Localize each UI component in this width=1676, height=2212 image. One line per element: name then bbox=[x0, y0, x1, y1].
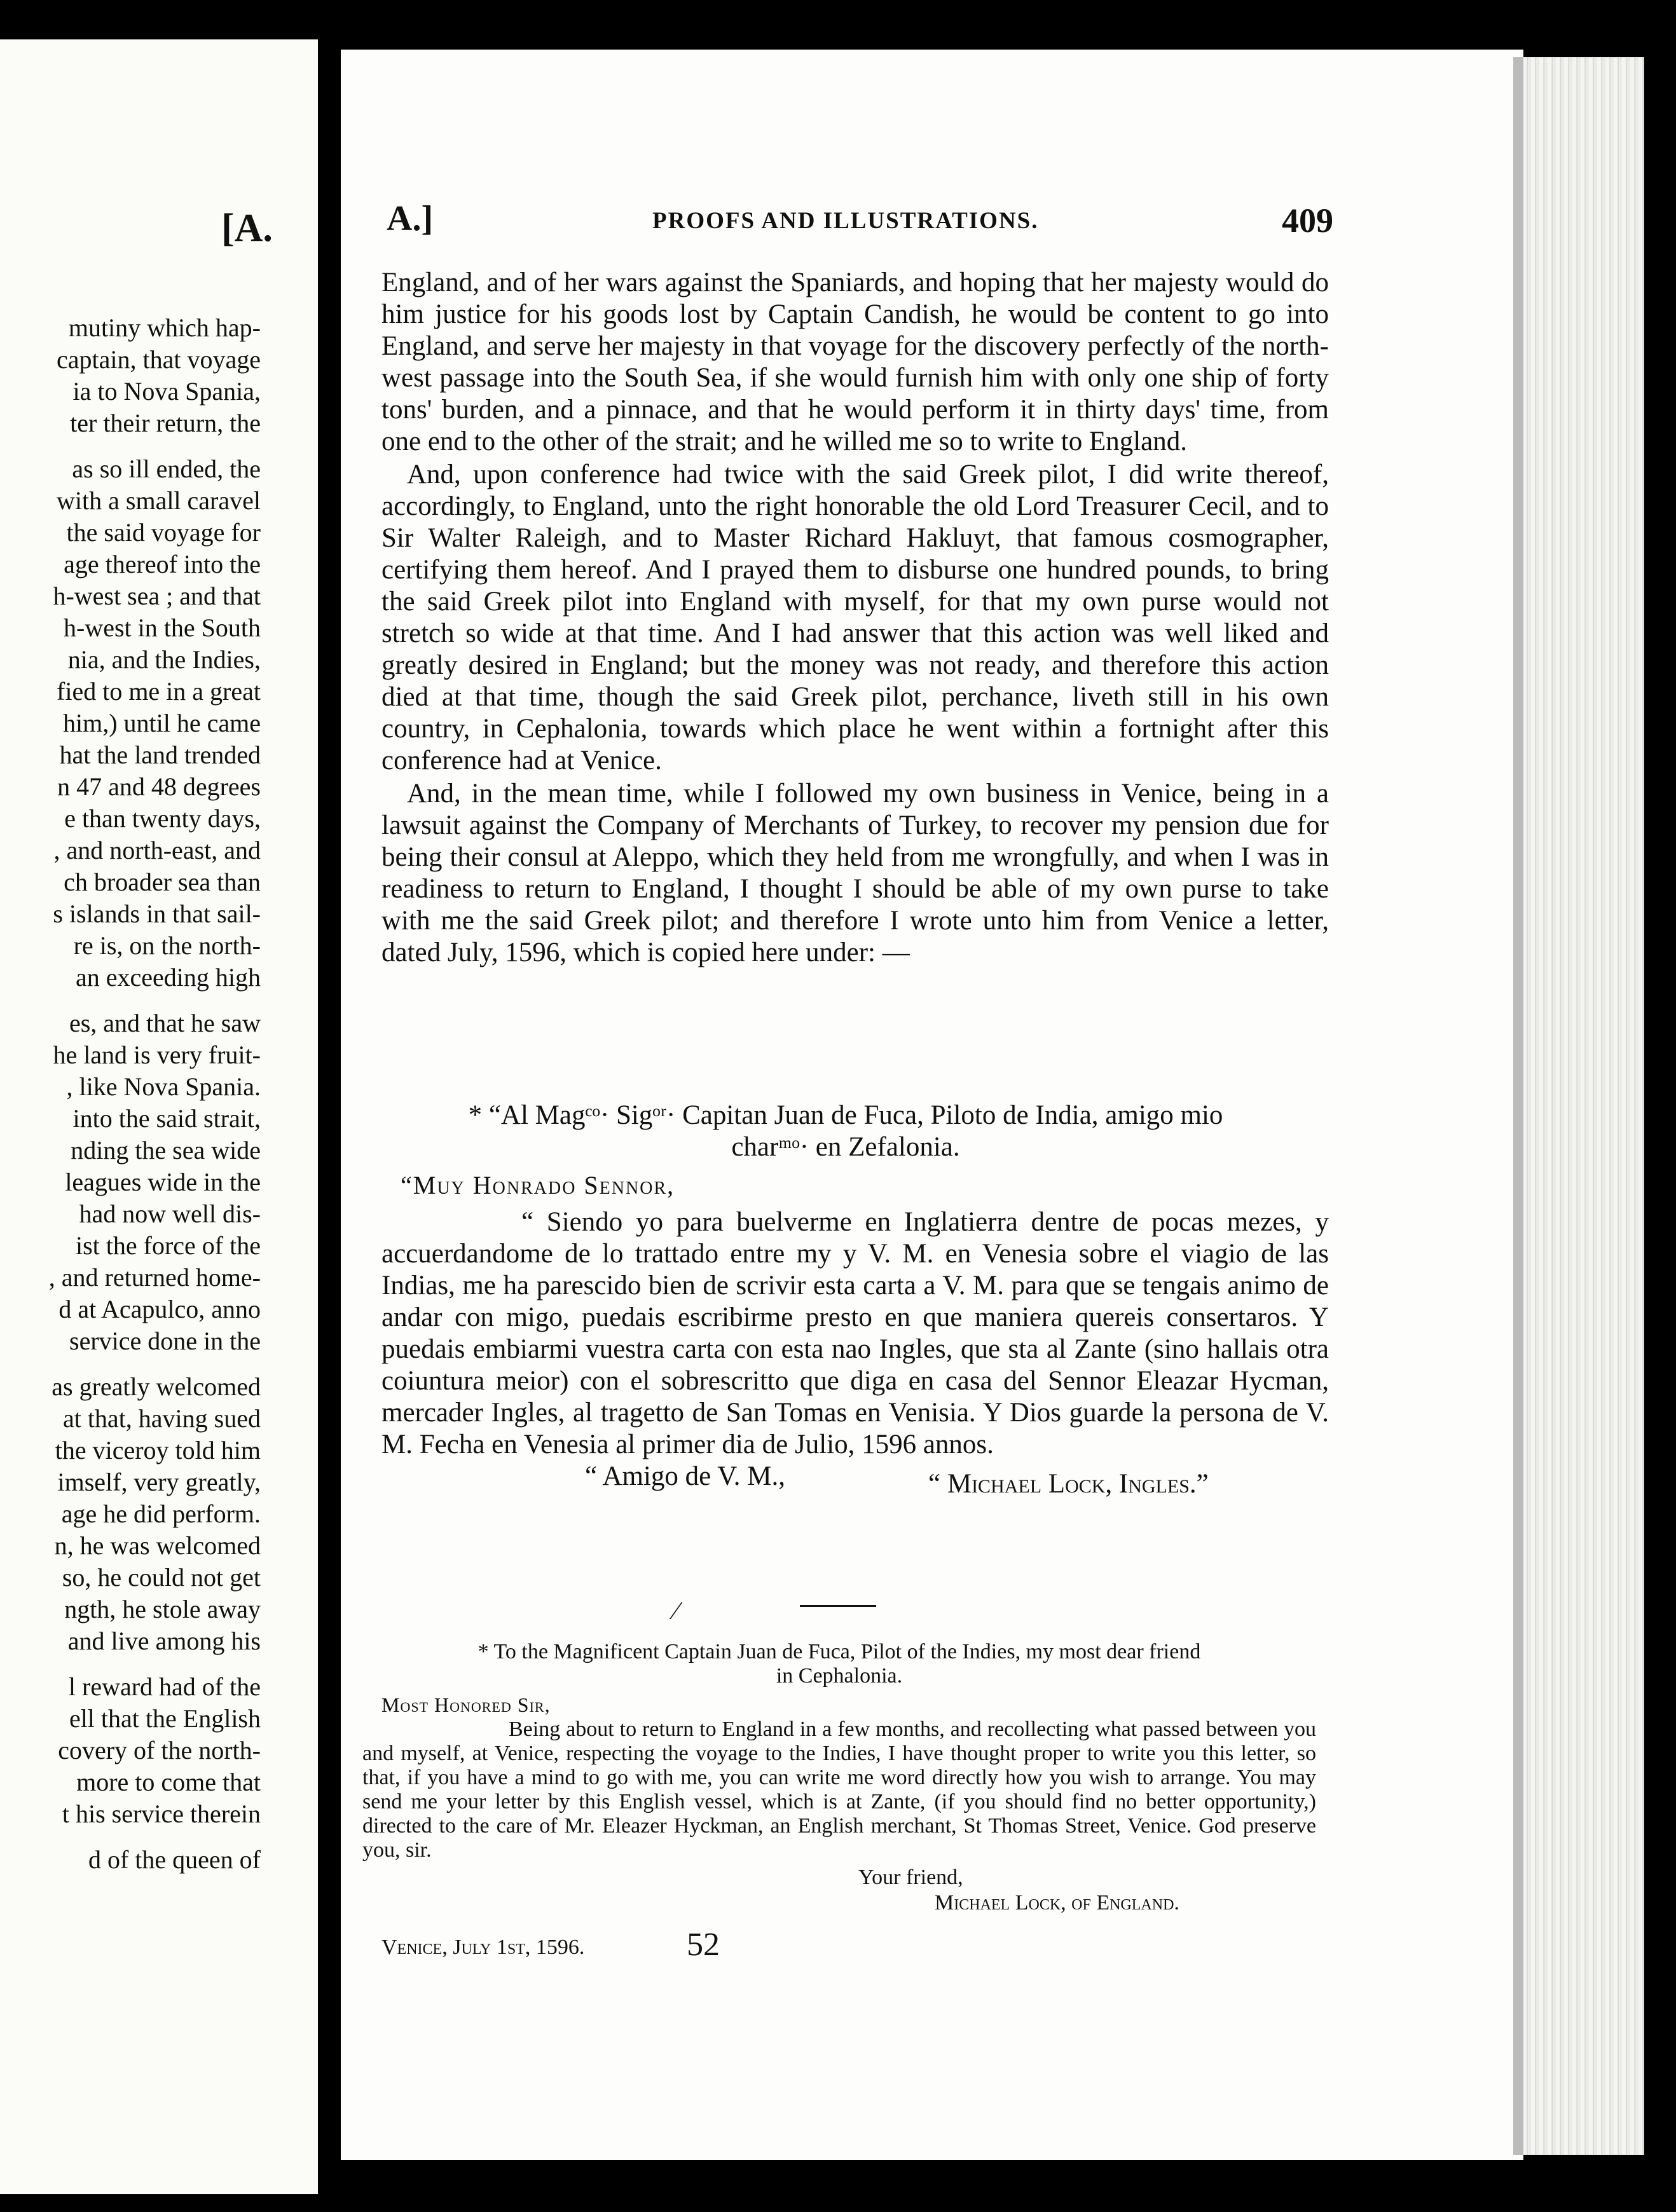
footnote-title-line-1: * To the Magnificent Captain Juan de Fuca, Pilot of the Indies, my most dear friend bbox=[477, 1640, 1201, 1663]
ink-mark: ⁄ bbox=[674, 1596, 678, 1625]
letter-address-line-2: charᵐᵒ· en Zefalonia. bbox=[731, 1132, 960, 1162]
left-page-line: ia to Nova Spania, bbox=[72, 377, 261, 406]
footnote bbox=[362, 1640, 1316, 1916]
running-head bbox=[387, 198, 1340, 249]
paragraph-3: And, in the mean time, while I followed my own business in Venice, being in a lawsuit against the Company of Merchants of Turkey, to recover my pension due for being their consul at Aleppo, which they held from me wrongfully, and when I was in readiness to return to England, I thought I should be able of my own purse to take with me the said Greek pilot; and therefore I wrote unto him from Venice a letter, dated July, 1596, which is copied here under: — bbox=[381, 779, 1329, 967]
left-page-line: ch broader sea than bbox=[64, 868, 261, 896]
left-page-line: h-west sea ; and that bbox=[53, 582, 261, 610]
footnote-date: Venice, July 1st, 1596. bbox=[381, 1936, 585, 1959]
left-page-bracket: [A. bbox=[221, 207, 273, 250]
page-title: PROOFS AND ILLUSTRATIONS. bbox=[652, 208, 1039, 234]
letter-salutation: “Muy Honrado Sennor, bbox=[401, 1171, 675, 1199]
signature-mark: 52 bbox=[687, 1927, 720, 1963]
left-page-line: age thereof into the bbox=[64, 550, 261, 578]
footnote-body: Being about to return to England in a few months, and recollecting what passed between you and myself, at Venice, respecting the voyage to the Indies, I have thought proper to write you this letter, so that, if you have a mind to go with me, you can write me word directly how you wish to arrange. You may send me your letter by this English vessel, which is at Zante, (if you should find no better opportunity,) directed to the care of Mr. Eleazer Hyckman, an English merchant, St Thomas Street, Venice. God preserve you, sir. bbox=[362, 1717, 1316, 1862]
paragraph-2: And, upon conference had twice with the said Greek pilot, I did write thereof, accordingly, to England, unto the right honorable the old Lord Treasurer Cecil, and to Sir Walter Raleigh, and to Master Richard Hakluyt, that famous cosmographer, certifying them hereof. And I prayed them to disburse one hundred pounds, to bring the said Greek pilot into England with myself, for that my own purse would not stretch so wide at that time. And I had answer that this action was well liked and greatly desired in England; but the money was not ready, and therefore this action died at that time, though the said Greek pilot, perchance, liveth still in his own country, in Cephalonia, towards which place he went within a fortnight after this conference had at Venice. bbox=[381, 460, 1329, 775]
left-page-line: as so ill ended, the bbox=[72, 454, 261, 483]
section-marker: A.] bbox=[387, 199, 434, 238]
left-page-line: ter their return, the bbox=[70, 409, 261, 437]
letter-address-line-1: * “Al Magᶜᵒ· Sigᵒʳ· Capitan Juan de Fuca, Piloto de India, amigo mio bbox=[468, 1100, 1223, 1130]
footnote-closing: Your friend, bbox=[858, 1866, 963, 1889]
left-page-line: with a small caravel bbox=[57, 486, 261, 515]
footnote-signer: Michael Lock, of England. bbox=[935, 1891, 1179, 1915]
left-page-line: ell that the English bbox=[69, 1704, 261, 1733]
spanish-letter bbox=[362, 1100, 1329, 1499]
left-page-line: covery of the north- bbox=[58, 1736, 261, 1765]
left-page-line: more to come that bbox=[76, 1768, 261, 1796]
body-text bbox=[381, 267, 1329, 969]
left-page-line: service done in the bbox=[69, 1327, 261, 1355]
left-page-line: n 47 and 48 degrees bbox=[57, 772, 261, 801]
left-page-line: nding the sea wide bbox=[71, 1136, 261, 1164]
left-page-line: es, and that he saw bbox=[69, 1009, 261, 1037]
left-page-line: l reward had of the bbox=[68, 1672, 261, 1701]
left-page-line: into the said strait, bbox=[72, 1104, 261, 1133]
left-page-line: leagues wide in the bbox=[65, 1168, 261, 1196]
footnote-salutation: Most Honored Sir, bbox=[381, 1693, 551, 1716]
left-page-line: re is, on the north- bbox=[73, 931, 261, 960]
left-page-line: , like Nova Spania. bbox=[66, 1072, 261, 1101]
left-page-line: ist the force of the bbox=[76, 1231, 261, 1260]
left-page-line: h-west in the South bbox=[64, 613, 261, 642]
left-page-line: s islands in that sail- bbox=[53, 899, 261, 928]
left-page-line: nia, and the Indies, bbox=[67, 645, 261, 674]
left-page-line: he land is very fruit- bbox=[53, 1041, 261, 1069]
page-number: 409 bbox=[1282, 201, 1333, 240]
left-page-line: d of the queen of bbox=[88, 1845, 261, 1874]
left-page-line: , and returned home- bbox=[48, 1263, 261, 1292]
left-page-line: as greatly welcomed bbox=[52, 1372, 261, 1401]
left-page-line: so, he could not get bbox=[62, 1563, 261, 1592]
left-page-line: and live among his bbox=[67, 1627, 261, 1655]
left-page-line: n, he was welcomed bbox=[54, 1531, 261, 1560]
left-page-line: captain, that voyage bbox=[57, 345, 261, 374]
left-page-line: had now well dis- bbox=[79, 1199, 261, 1228]
letter-closing: “ Amigo de V. M., bbox=[585, 1461, 785, 1491]
left-page-line: , and north-east, and bbox=[53, 836, 261, 864]
left-page-line: age he did perform. bbox=[61, 1499, 261, 1528]
section-divider bbox=[800, 1605, 876, 1607]
footnote-title-line-2: in Cephalonia. bbox=[776, 1664, 903, 1688]
left-page-line: imself, very greatly, bbox=[57, 1468, 261, 1496]
left-page-line: mutiny which hap- bbox=[68, 313, 261, 342]
left-page-line: the viceroy told him bbox=[55, 1436, 261, 1464]
left-page-line: an exceeding high bbox=[76, 963, 261, 992]
left-page-line: him,) until he came bbox=[62, 709, 261, 737]
book-gutter bbox=[318, 39, 341, 2194]
left-page-line: the said voyage for bbox=[66, 518, 261, 547]
left-page-line: e than twenty days, bbox=[64, 804, 261, 833]
left-page-line: hat the land trended bbox=[59, 741, 261, 769]
left-page-line: d at Acapulco, anno bbox=[58, 1295, 261, 1323]
left-page-line: t his service therein bbox=[62, 1799, 261, 1828]
letter-body: “ Siendo yo para buelverme en Inglatierra dentre de pocas mezes, y accuerdandome de lo trattado entre my y V. M. en Venesia sobre el viagio de las Indias, me ha parescido bien de scrivir esta carta a V. M. para que se tengais animo de andar con migo, puedais escribirme presto en que maniera quereis consertaros. Y puedais embiarmi vuestra carta con esta nao Ingles, que sta al Zante (sino hallais otra coiuntura meior) con el sobrescritto que diga en casa del Sennor Eleazar Hycman, mercader Ingles, al tragetto de San Tomas en Venisia. Y Dios guarde la persona de V. M. Fecha en Venesia al primer dia de Julio, 1596 annos. bbox=[381, 1207, 1329, 1459]
letter-signer: “ Michael Lock, Ingles.” bbox=[928, 1469, 1209, 1499]
left-page bbox=[0, 39, 318, 2194]
left-page-line: ngth, he stole away bbox=[64, 1595, 261, 1623]
paragraph-1: England, and of her wars against the Spaniards, and hoping that her majesty would do him justice for his goods lost by Captain Candish, he would be content to go into England, and serve her majesty in that voyage for the discovery perfectly of the north-west passage into the South Sea, if she would furnish him with only one ship of forty tons' burden, and a pinnace, and that he would perform it in thirty days' time, from one end to the other of the strait; and he willed me so to write to England. bbox=[381, 268, 1329, 456]
left-page-line: at that, having sued bbox=[62, 1404, 261, 1433]
page-edge bbox=[1523, 57, 1644, 2155]
left-page-line: fied to me in a great bbox=[57, 677, 261, 706]
letter-signature-block bbox=[381, 1461, 1329, 1499]
